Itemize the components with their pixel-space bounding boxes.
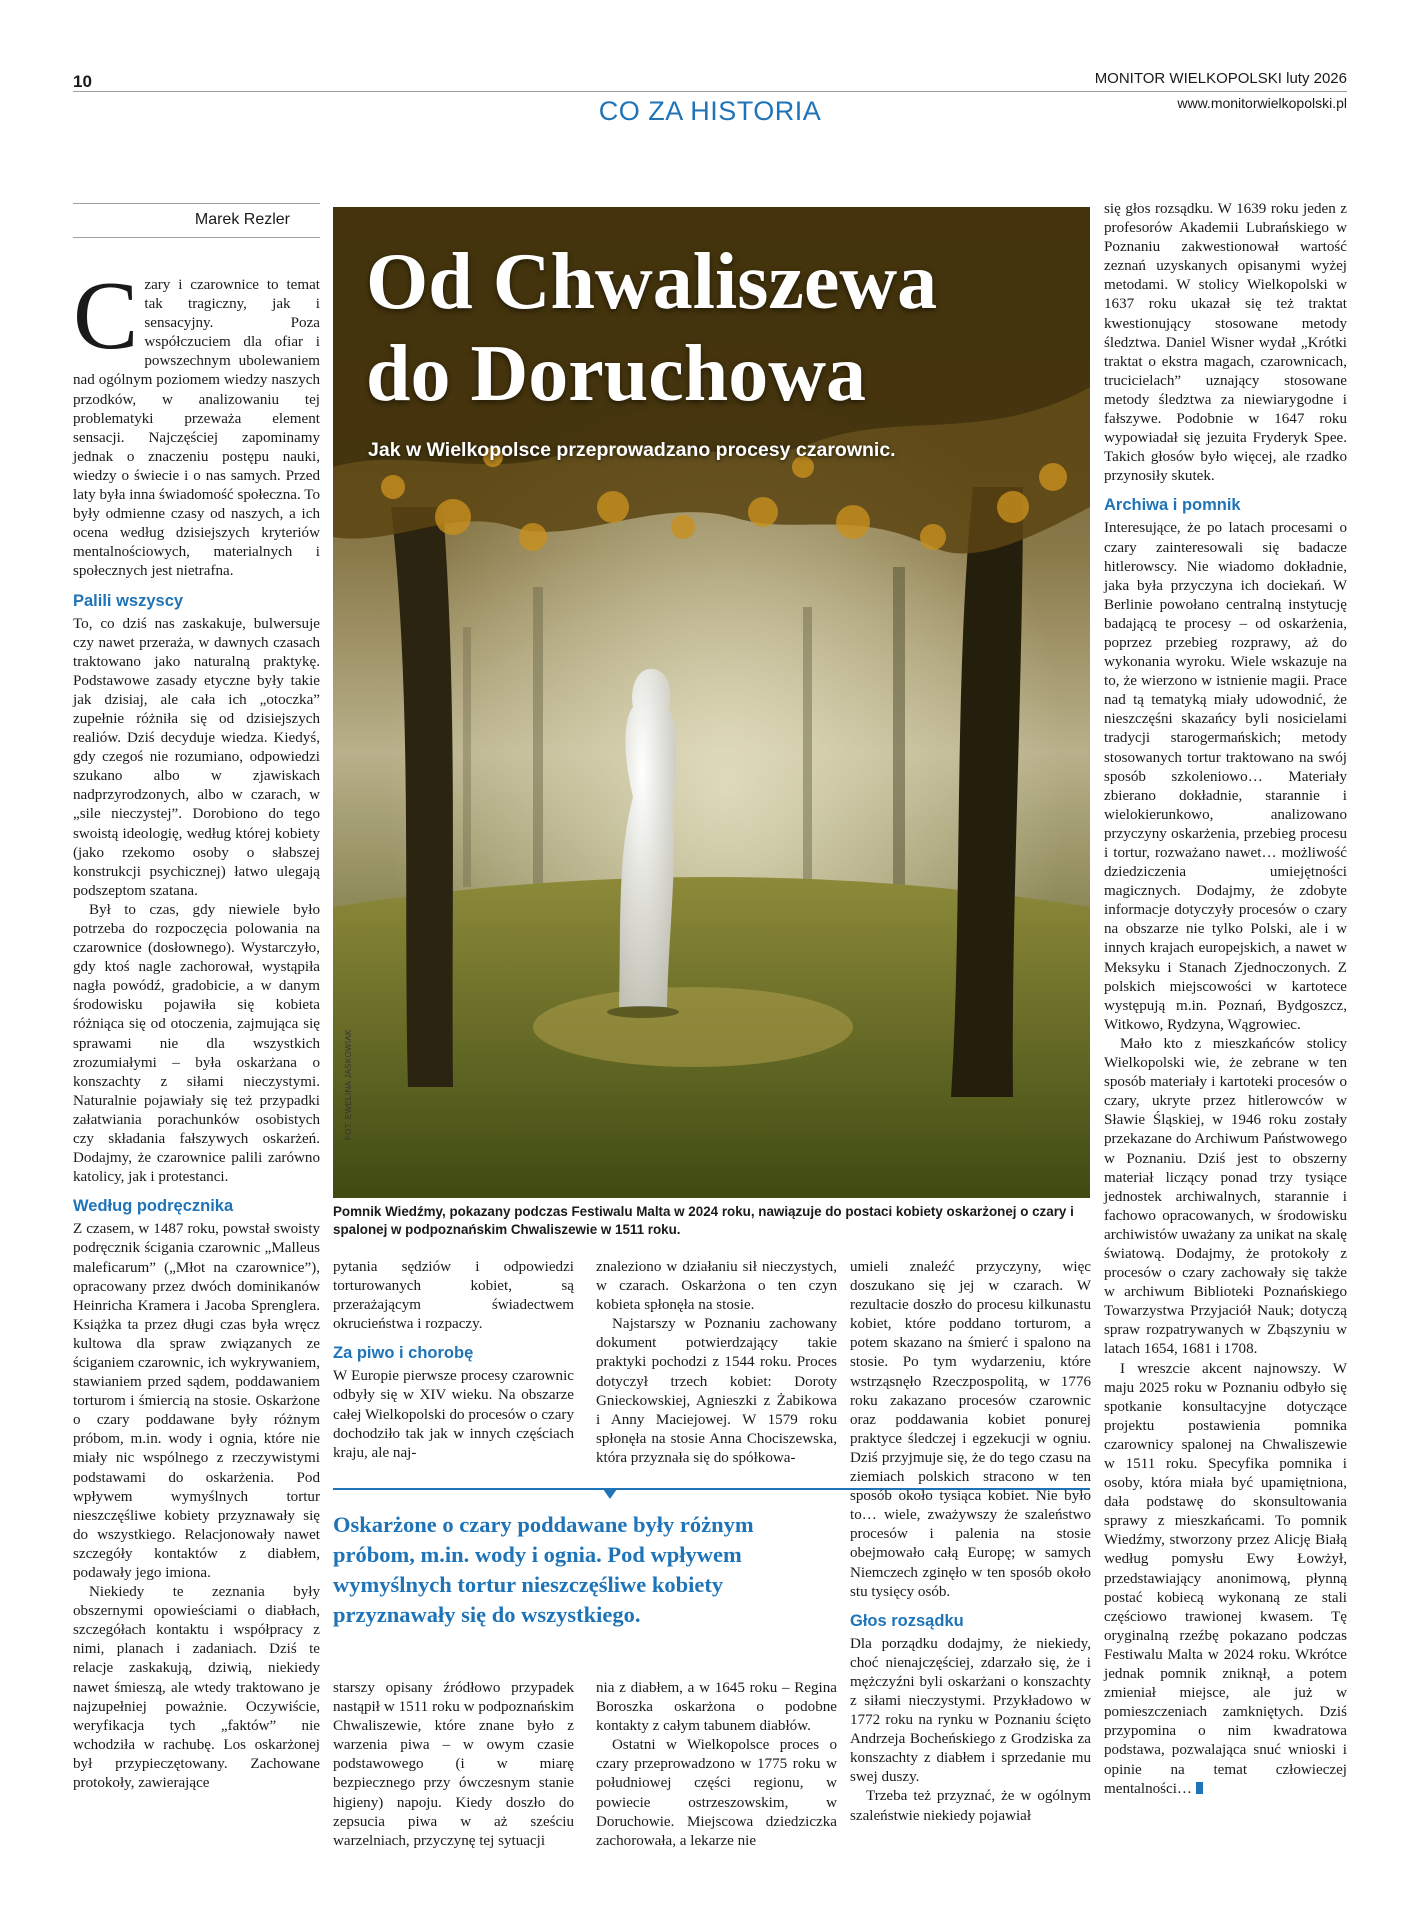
- author-name: Marek Rezler: [194, 211, 290, 228]
- end-mark-icon: [1196, 1782, 1203, 1794]
- header-rule: [73, 91, 1347, 92]
- subheading-glos-rozsadku: Głos rozsądku: [850, 1611, 964, 1630]
- paragraph: [1104, 1360, 1347, 1799]
- column-2-lower: [333, 1679, 574, 1851]
- final-paragraph-text: I wreszcie akcent najnowszy. W maju 2025 roku w Poznaniu odbyło się spotkanie konsultacyjne dotyczące projektu postawienia pomnika czarownicy spalonej na Chwaliszewie w 1511 roku. Specyfika pomnika i osoby, która miała być upamiętniona, dała podstawę do skonsultowania sprawy z mieszkańcami. To pomnik Wiedźmy, stworzony przez Alicję Białą według pomysłu Ewy Łowżył, przedstawiający anonimową, płynną postać kobiecą wykonaną ze stali częściowo trawionej kwasem. Tę oryginalną rzeźbę pokazano podczas Festiwalu Malta w 2024 roku. Wkrótce jednak pomnik zniknął, a potem zmieniał miejsce, ale już w pomieszczeniach zamkniętych. Dziś przypomina o nim kwadratowa podstawa, pozwalająca snuć wnioski i opinie na temat człowieczej mentalności…: [1104, 1360, 1347, 1797]
- article-title: [366, 236, 1066, 420]
- photo-credit: FOT. EWELINA JAŚKOWIAK: [344, 1029, 353, 1140]
- paragraph: Niekiedy te zeznania były obszernymi opowieściami o diabłach, szczegółach kontaktu i współpracy z nimi, planach i zadaniach. Dziś te relacje zaskakują, dziwią, niekiedy nawet śmieszą, ale wtedy traktowano je najzupełniej poważnie. Oczywiście, weryfikacja tych „faktów” nie wchodziła w rachubę. Los oskarżonej był przypieczętowany. Zachowane protokoły, zawierające: [73, 1584, 320, 1792]
- subheading-za-piwo-i-chorobe: Za piwo i chorobę: [333, 1344, 474, 1363]
- section-title: CO ZA HISTORIA: [598, 96, 822, 126]
- paragraph: nia z diabłem, a w 1645 roku – Regina Boroszka oskarżona o podobne kontakty z całym tabunem diabłów.: [596, 1680, 837, 1735]
- title-line-1: Od Chwaliszewa: [366, 238, 938, 326]
- page-number: 10: [73, 72, 92, 91]
- paragraph: Trzeba też przyznać, że w ogólnym szaleństwie niekiedy pojawiał: [850, 1788, 1091, 1824]
- subheading-archiwa-i-pomnik: Archiwa i pomnik: [1104, 496, 1241, 515]
- paragraph: się głos rozsądku. W 1639 roku jeden z profesorów Akademii Lubrańskiego w Poznaniu zakwestionował wartość zeznań uzyskanych opisanymi wyżej metodami. W stolicy Wielkopolski w 1637 roku ukazał się też traktat kwestionujący stosowane metody śledztwa. Daniel Wisner wydał „Krótki traktat o ekstra magach, czarownicach, trucicielach” uznający stosowane metody śledztwa za niewiarygodne i fałszywe. Podobnie w 1647 roku wypowiadał się jezuita Fryderyk Spee. Takich głosów było więcej, ale rzadko przynosiły skutek.: [1104, 201, 1347, 485]
- paragraph: W Europie pierwsze procesy czarownic odbyły się w XIV wieku. Na obszarze całej Wielkopolski do procesów o czary dochodziło tak jak w innych częściach kraju, ale naj-: [333, 1368, 574, 1461]
- paragraph: To, co dziś nas zaskakuje, bulwersuje czy nawet przeraża, w dawnych czasach traktowano jako naturalną praktykę. Podstawowe zasady etyczne były takie jak dzisiaj, ale cała ich „otoczka” zupełnie różniła się od dzisiejszych realiów. Dziś decyduje wiedza. Kiedyś, gdy czegoś nie rozumiano, odpowiedzi szukano albo w zjawiskach nadprzyrodzonych, albo w czarach, w „sile nieczystej”. Dorobiono do tego swoistą ideologię, według której kobiety (jako rzekomo osoby o słabszej konstrukcji psychicznej) łatwo ulegają podszeptom szatana.: [73, 615, 320, 899]
- paragraph: Z czasem, w 1487 roku, powstał swoisty podręcznik ścigania czarownic „Malleus maleficarum” („Młot na czarownice”), opracowany przez dwóch dominikanów Heinricha Kramera i Jacoba Sprenglera. Książka ta przez długi czas była wręcz kultowa dla spraw związanych ze ściganiem czarownic, ich wykrywaniem, stawianiem przed sądem, poddawaniem torturom i śmiercią na stosie. Oskarżone o czary poddawane były różnym próbom, m.in. wody i ognia, które nie miały nic wspólnego z rzeczywistymi podstawami do oskarżenia. Pod wpływem wymyślnych tortur nieszczęśliwe kobiety przyznawały się do wszystkiego. Relacjonowały nawet szczegóły kontaktów z diabłem, podawały jego imiona.: [73, 1221, 320, 1581]
- paragraph: umieli znaleźć przyczyny, więc doszukano się jej w czarach. W rezultacie doszło do procesu kilkunastu kobiet, które poddano torturom, a potem skazano na śmierć i spalono na stosie. Po tym wydarzeniu, które wstrząsnęło Rzeczpospolitą, w 1776 roku zakazano procesów czarownic oraz poddawania kobiet ponurej praktyce śledczej i egzekucji w ogniu. Dziś przyjmuje się, że do tego czasu na ziemiach polskich stracono w ten sposób około tysiąca kobiet. Nie było to… wiele, zważywszy że szaleństwo procesów i palenia na stosie obejmowało całą Europę; w samych Niemczech zginęło w ten sposób około stu tysięcy osób.: [850, 1259, 1091, 1600]
- column-2-upper: [333, 1258, 574, 1463]
- paragraph: Był to czas, gdy niewiele było potrzeba do rozpoczęcia polowania na czarownice (dosłownego). Wystarczyło, gdy ktoś nagle zachorował, wystąpiła nagła powódź, gradobicie, a w danym środowisku pojawiła się kobieta różniąca się od otoczenia, zajmująca się sprawami nie dla wszystkich zrozumiałymi – była oskarżana o konszachty z siłami nieczystymi. Naturalnie pojawiały się też przypadki załatwiania porachunków osobistych czy składania fałszywych oskarżeń. Dodajmy, że czarownice palili zarówno katolicy, jak i protestanci.: [73, 901, 320, 1186]
- paragraph: starszy opisany źródłowo przypadek nastąpił w 1511 roku w podpoznańskim Chwaliszewie, które znane było z warzenia piwa – w owym czasie podstawowego (i w miarę bezpiecznego przy ówczesnym stanie higieny) napoju. Kiedy doszło do zepsucia piwa w aż sześciu warzelniach, przyczynę tej sytuacji: [333, 1680, 574, 1849]
- website-link[interactable]: www.monitorwielkopolski.pl: [1177, 95, 1347, 111]
- column-4: [850, 1258, 1091, 1826]
- column-5: [1104, 200, 1347, 1799]
- article-lead: Jak w Wielkopolsce przeprowadzano procesy czarownic.: [368, 439, 896, 461]
- paragraph: Najstarszy w Poznaniu zachowany dokument potwierdzający takie praktyki pochodzi z 1544 roku. Proces dotyczył trzech kobiet: Doroty Gnieckowskiej, Agnieszki z Żabikowa i Anny Maciejowej. W 1579 roku spłonęła na stosie Anna Chociszewska, która przyznała się do spółkowa-: [596, 1316, 837, 1466]
- drop-cap: C: [73, 262, 139, 370]
- paragraph: znaleziono w działaniu sił nieczystych, w czarach. Oskarżona o ten czyn kobieta spłonęła na stosie.: [596, 1259, 837, 1314]
- paragraph: Interesujące, że po latach procesami o czary zainteresowali się badacze hitlerowscy. Nie wiadomo dokładnie, jaka była przyczyna ich dociekań. W Berlinie powołano centralną instytucję badającą te procesy – od oskarżenia, poprzez przebieg rozprawy, aż do wykonania wyroku. Wiele wskazuje na to, że wierzono w istnienie magii. Prace nad tą tematyką miały udowodnić, że nieszczęśni skazańcy byli nosicielami tradycji starogermańskich; metody stosowanych tortur traktowano na swój sposób szkoleniowo… Materiały zbierano dokładnie, starannie i wielokierunkowo, analizowano przyczyny oskarżenia, przebieg procesu i tortur, rozważano nawet… możliwość dziedziczenia umiejętności magicznych. Dodajmy, że zdobyte informacje dotyczyły procesów o czary na obszarze nie tylko Polski, ale i w innych krajach europejskich, a nawet w Meksyku i Stanach Zjednoczonych. Z polskich miejscowości w kartotece występują m.in. Poznań, Bydgoszcz, Witkowo, Rydzyna, Wągrowiec.: [1104, 520, 1347, 1033]
- paragraph: Dla porządku dodajmy, że niekiedy, choć nienajczęściej, zdarzało się, że i mężczyźni byli oskarżani o konszachty z siłami nieczystymi. Przykładowo w 1772 roku na rynku w Poznaniu ścięto Andrzeja Bocheńskiego z Grodziska za konszachty z diabłem i sprzedanie mu swej duszy.: [850, 1635, 1091, 1786]
- column-3-lower: [596, 1679, 837, 1851]
- intro-text: zary i czarownice to temat tak tragiczny, jak i sensacyjny. Poza współczuciem dla ofiar i powszechnym ubolewaniem nad ogólnym poziomem wiedzy naszych przodków, w analizowaniu tej problematyki przeważa element sensacji. Najczęściej zapominamy jednak o znaczeniu postępu nauki, wiedzy o świecie i o nas samych. Przed laty była inna świadomość społeczna. To były odmienne czasy od naszych, a ich ocena według dzisiejszych kryteriów mentalnościowych, materialnych i społecznych jest nietrafna.: [73, 277, 320, 580]
- author-box: [73, 203, 320, 238]
- paragraph: Mało kto z mieszkańców stolicy Wielkopolski wie, że zebrane w ten sposób materiały i kartoteki procesów o czary, ukryte przez hitlerowców w Sławie Śląskiej, w 1946 roku zostały przekazane do Archiwum Państwowego w Poznaniu. Dziś jest to obszerny materiał liczący ponad trzy tysiące jednostek archiwalnych, starannie i fachowo opracowanych, w środowisku archiwistów uważany za unikat na skalę światową. Dodajmy, że protokoły z procesów o czary zachowały się także w archiwum Biblioteki Poznańskiego Towarzystwa Przyjaciół Nauk; dotyczą spraw rozpatrywanych w Zbąszyniu w latach 1654, 1681 i 1708.: [1104, 1035, 1347, 1358]
- paragraph: pytania sędziów i odpowiedzi torturowanych kobiet, są przerażającym świadectwem okrucieństwa i rozpaczy.: [333, 1259, 574, 1333]
- paragraph: Ostatni w Wielkopolsce proces o czary przeprowadzono w 1775 roku w południowej części regionu, w powiecie ostrzeszowskim, w Doruchowie. Miejscowa dziedziczka zachorowała, a lekarze nie: [596, 1737, 837, 1849]
- pull-quote-arrow-icon: [603, 1489, 617, 1499]
- photo-caption: Pomnik Wiedźmy, pokazany podczas Festiwalu Malta w 2024 roku, nawiązuje do postaci kobiety oskarżonej o czary i spalonej w podpoznańskim Chwaliszewie w 1511 roku.: [333, 1204, 1074, 1237]
- title-line-2: do Doruchowa: [366, 330, 867, 418]
- column-3-upper: [596, 1258, 837, 1468]
- subheading-wedlug-podrecznika: Według podręcznika: [73, 1197, 234, 1216]
- pull-quote: Oskarżone o czary poddawane były różnym próbom, m.in. wody i ognia. Pod wpływem wymyślnych tortur nieszczęśliwe kobiety przyznawały się do wszystkiego.: [333, 1512, 754, 1627]
- publication-name: MONITOR WIELKOPOLSKI luty 2026: [1094, 70, 1347, 87]
- subheading-palili-wszyscy: Palili wszyscy: [73, 591, 184, 610]
- column-1: [73, 262, 320, 1793]
